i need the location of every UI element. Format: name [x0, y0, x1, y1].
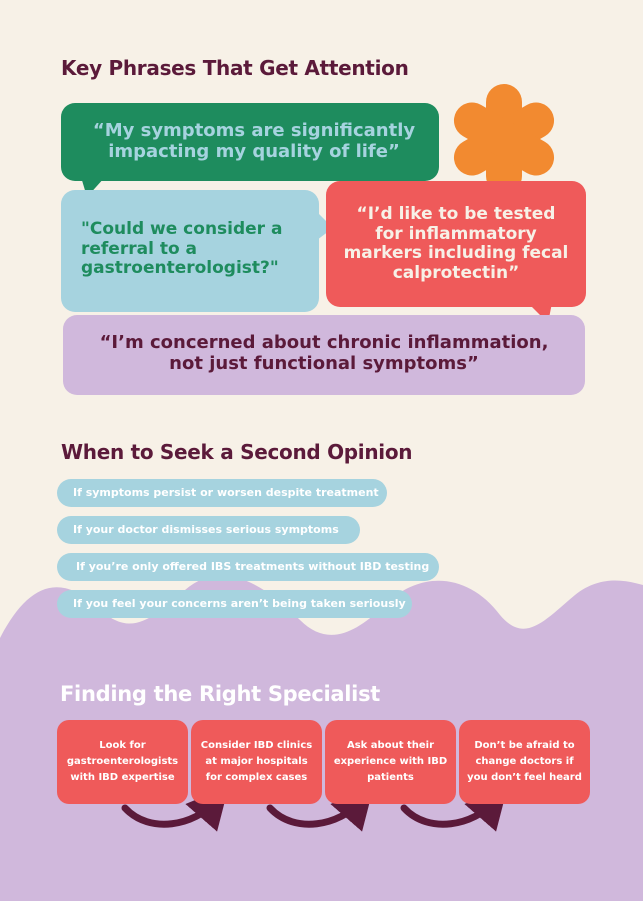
- specialist-step-card: Don’t be afraid to change doctors if you don’t feel heard: [459, 720, 590, 804]
- speech-bubble-referral: [61, 190, 331, 312]
- quote-referral: "Could we consider a referral to a gastroenterologist?": [81, 219, 283, 279]
- arrow-icon: [404, 802, 494, 824]
- quote-quality-of-life: “My symptoms are significantly impacting my quality of life”: [92, 120, 416, 162]
- quote-inflammatory-markers: “I’d like to be tested for inflammatory markers including fecal calprotectin”: [343, 204, 569, 283]
- specialist-step-card: Ask about their experience with IBD patients: [325, 720, 456, 804]
- arrow-icon: [125, 802, 215, 824]
- second-opinion-item: If your doctor dismisses serious symptoms: [57, 516, 360, 544]
- second-opinion-heading: When to Seek a Second Opinion: [61, 440, 413, 464]
- speech-bubble-inflammatory-markers: [326, 181, 586, 323]
- specialist-heading: Finding the Right Specialist: [60, 682, 381, 706]
- second-opinion-item: If symptoms persist or worsen despite treatment: [57, 479, 387, 507]
- specialist-step-card: Look for gastroenterologists with IBD expertise: [57, 720, 188, 804]
- key-phrases-heading: Key Phrases That Get Attention: [61, 56, 409, 80]
- specialist-step-card: Consider IBD clinics at major hospitals for complex cases: [191, 720, 322, 804]
- arrow-icon: [270, 802, 360, 824]
- second-opinion-item: If you’re only offered IBS treatments without IBD testing: [57, 553, 439, 581]
- speech-bubble-chronic-inflammation: [63, 315, 585, 395]
- quote-chronic-inflammation: “I’m concerned about chronic inflammation, not just functional symptoms”: [99, 332, 549, 374]
- second-opinion-item: If you feel your concerns aren’t being taken seriously: [57, 590, 412, 618]
